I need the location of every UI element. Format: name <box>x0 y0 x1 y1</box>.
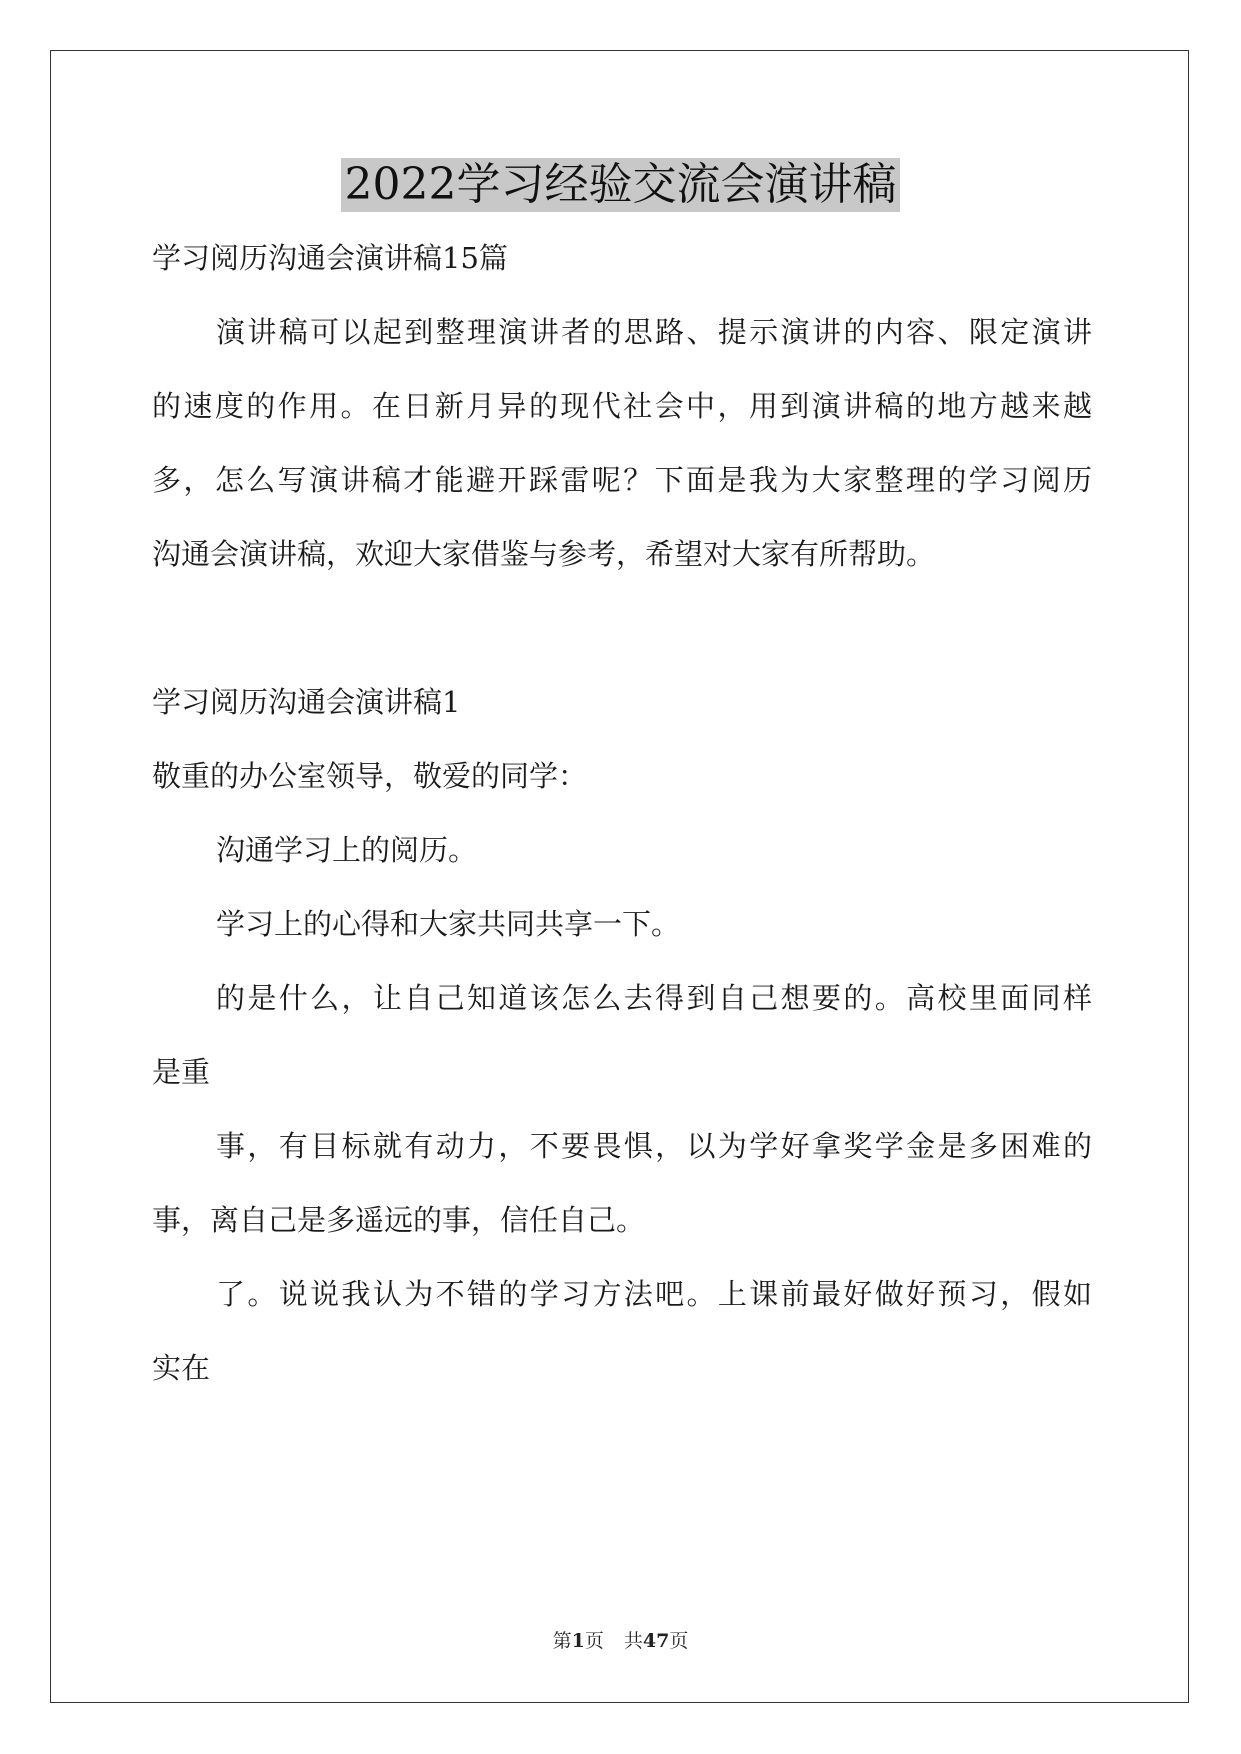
page-border <box>50 50 1189 1703</box>
intro-line-3: 多，怎么写演讲稿才能避开踩雷呢？下面是我为大家整理的学习阅历 <box>152 463 1092 497</box>
intro-line-2: 的速度的作用。在日新月异的现代社会中，用到演讲稿的地方越来越 <box>152 389 1092 423</box>
page-footer <box>0 1628 1241 1654</box>
salutation: 敬重的办公室领导，敬爱的同学： <box>152 759 588 793</box>
intro-line-1: 演讲稿可以起到整理演讲者的思路、提示演讲的内容、限定演讲 <box>216 315 1092 349</box>
body-line-7: 了。说说我认为不错的学习方法吧。上课前最好做好预习，假如 <box>216 1277 1092 1311</box>
page-suffix: 页 <box>584 1630 604 1652</box>
page-number: 1 <box>571 1630 585 1652</box>
title-container <box>0 158 1241 212</box>
body-line-5: 事，有目标就有动力，不要畏惧，以为学好拿奖学金是多困难的 <box>216 1129 1092 1163</box>
body-line-2: 学习上的心得和大家共同共享一下。 <box>216 907 681 941</box>
page-prefix: 第 <box>552 1630 572 1652</box>
document-subtitle: 学习阅历沟通会演讲稿15篇 <box>152 241 508 275</box>
body-line-6: 事，离自己是多遥远的事，信任自己。 <box>152 1203 646 1237</box>
total-prefix: 共 <box>623 1630 643 1652</box>
intro-line-4: 沟通会演讲稿，欢迎大家借鉴与参考，希望对大家有所帮助。 <box>152 537 936 571</box>
total-suffix: 页 <box>669 1630 689 1652</box>
body-line-1: 沟通学习上的阅历。 <box>216 833 478 867</box>
body-line-3: 的是什么，让自己知道该怎么去得到自己想要的。高校里面同样 <box>216 981 1092 1015</box>
document-title: 2022学习经验交流会演讲稿 <box>341 158 901 212</box>
body-line-4: 是重 <box>152 1055 211 1089</box>
total-pages: 47 <box>642 1630 670 1652</box>
body-line-8: 实在 <box>152 1351 211 1385</box>
section-heading: 学习阅历沟通会演讲稿1 <box>152 685 461 719</box>
